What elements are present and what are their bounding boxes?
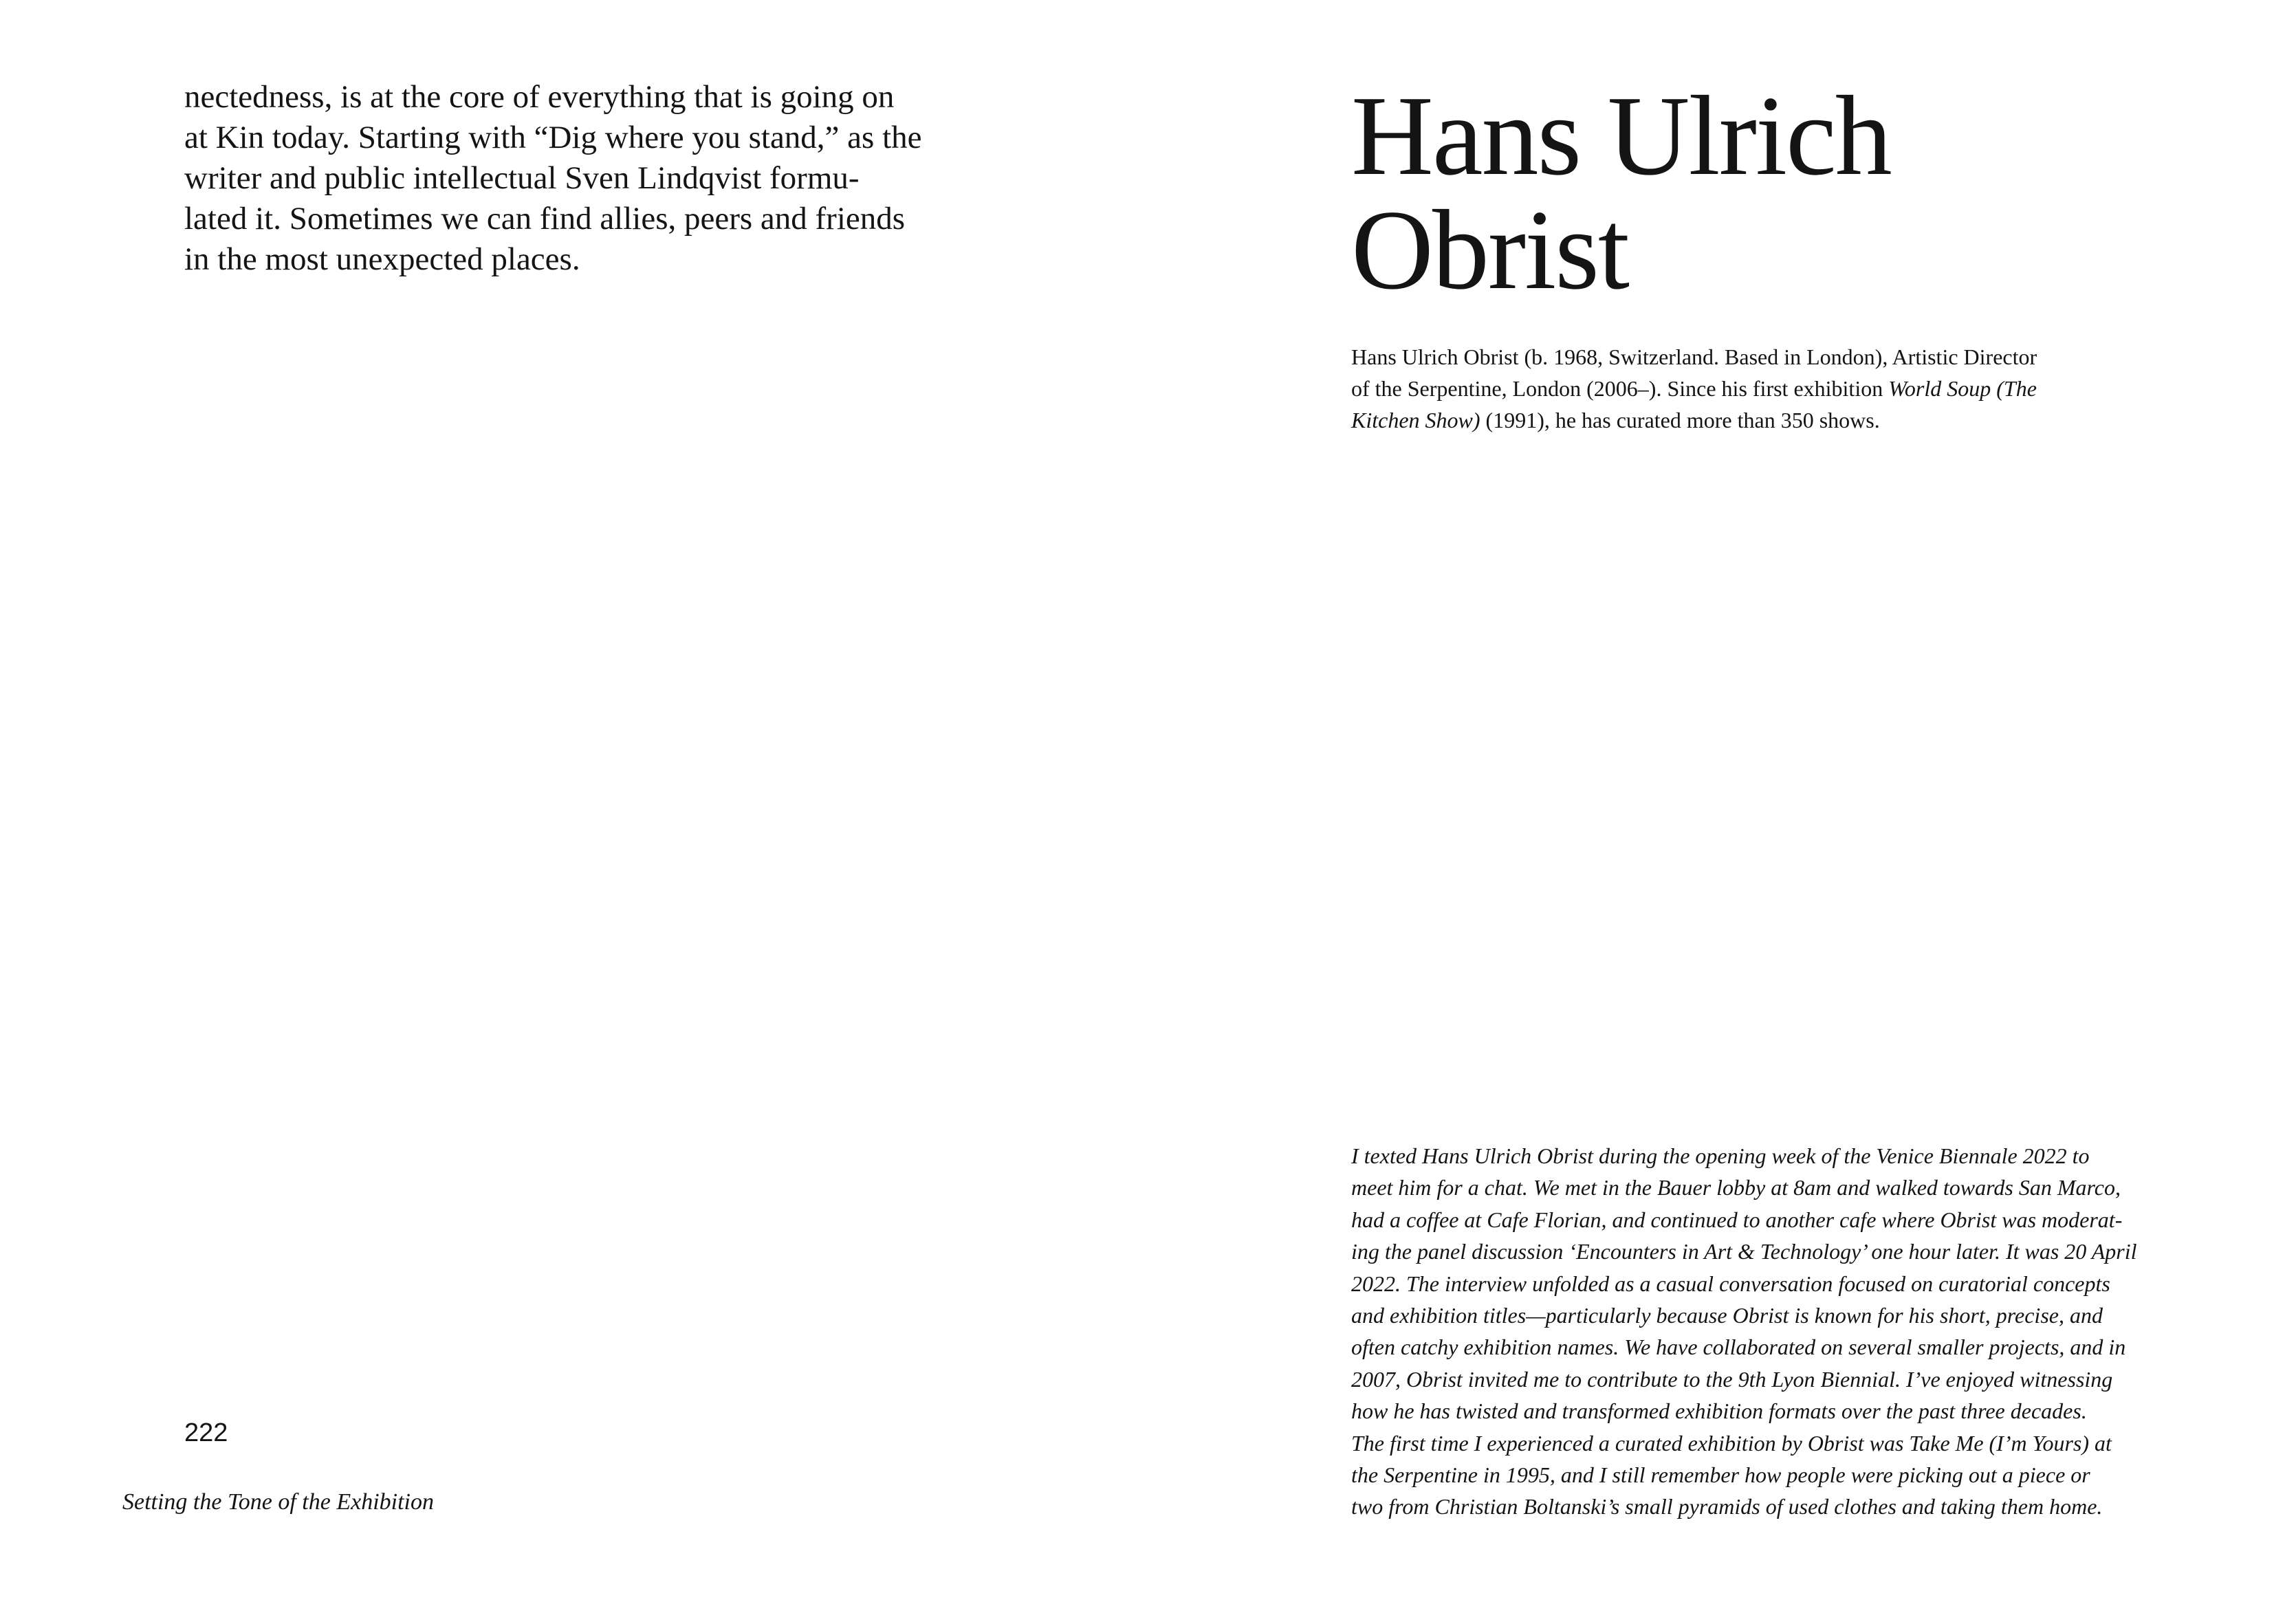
body-line: lated it. Sometimes we can find allies, peers and friends <box>184 201 906 237</box>
page-number: 222 <box>184 1418 228 1447</box>
bio-text: (1991), he has curated more than 350 shows. <box>1480 408 1880 432</box>
body-line: writer and public intellectual Sven Lindqvist formu- <box>184 160 860 196</box>
bio-exhibition-title: Kitchen Show) <box>1351 408 1480 432</box>
bio-line: Hans Ulrich Obrist (b. 1968, Switzerland. Based in London), Artistic Director <box>1351 344 2037 369</box>
intro-line: 2007, Obrist invited me to contribute to the 9th Lyon Biennial. I’ve enjoyed witnessing <box>1351 1366 2113 1392</box>
bio-line <box>1351 373 2245 404</box>
bio-line <box>1351 404 2245 436</box>
body-line: nectedness, is at the core of everything that is going on <box>184 79 895 115</box>
intro-line: the Serpentine in 1995, and I still remember how people were picking out a piece or <box>1351 1462 2090 1488</box>
intro-line: meet him for a chat. We met in the Bauer lobby at 8am and walked towards San Marco, <box>1351 1175 2121 1200</box>
intro-line: and exhibition titles—particularly because Obrist is known for his short, precise, and <box>1351 1303 2103 1328</box>
body-paragraph <box>184 77 954 280</box>
bio-exhibition-title: World Soup (The <box>1888 376 2037 401</box>
bio-text: of the Serpentine, London (2006–). Since his first exhibition <box>1351 376 1889 401</box>
running-footer: Setting the Tone of the Exhibition <box>122 1489 434 1515</box>
intro-line: two from Christian Boltanski’s small pyramids of used clothes and taking them home. <box>1351 1494 2103 1519</box>
page-title <box>1351 72 1891 313</box>
intro-line: often catchy exhibition names. We have collaborated on several smaller projects, and in <box>1351 1335 2126 1360</box>
right-page <box>1137 0 2274 1624</box>
intro-paragraph <box>1351 1140 2245 1523</box>
body-line: in the most unexpected places. <box>184 241 580 277</box>
intro-line: ing the panel discussion ‘Encounters in Art & Technology’ one hour later. It was 20 April <box>1351 1239 2137 1264</box>
intro-line: how he has twisted and transformed exhibition formats over the past three decades. <box>1351 1398 2087 1424</box>
intro-line: The first time I experienced a curated exhibition by Obrist was Take Me (I’m Yours) at <box>1351 1430 2112 1456</box>
body-line: at Kin today. Starting with “Dig where you stand,” as the <box>184 120 922 155</box>
bio-paragraph <box>1351 341 2245 436</box>
intro-line: I texted Hans Ulrich Obrist during the opening week of the Venice Biennale 2022 to <box>1351 1143 2090 1168</box>
title-line: Obrist <box>1351 186 1628 313</box>
title-line: Hans Ulrich <box>1351 72 1891 199</box>
intro-line: 2022. The interview unfolded as a casual conversation focused on curatorial concepts <box>1351 1271 2110 1296</box>
intro-line: had a coffee at Cafe Florian, and continued to another cafe where Obrist was moderat- <box>1351 1207 2123 1232</box>
